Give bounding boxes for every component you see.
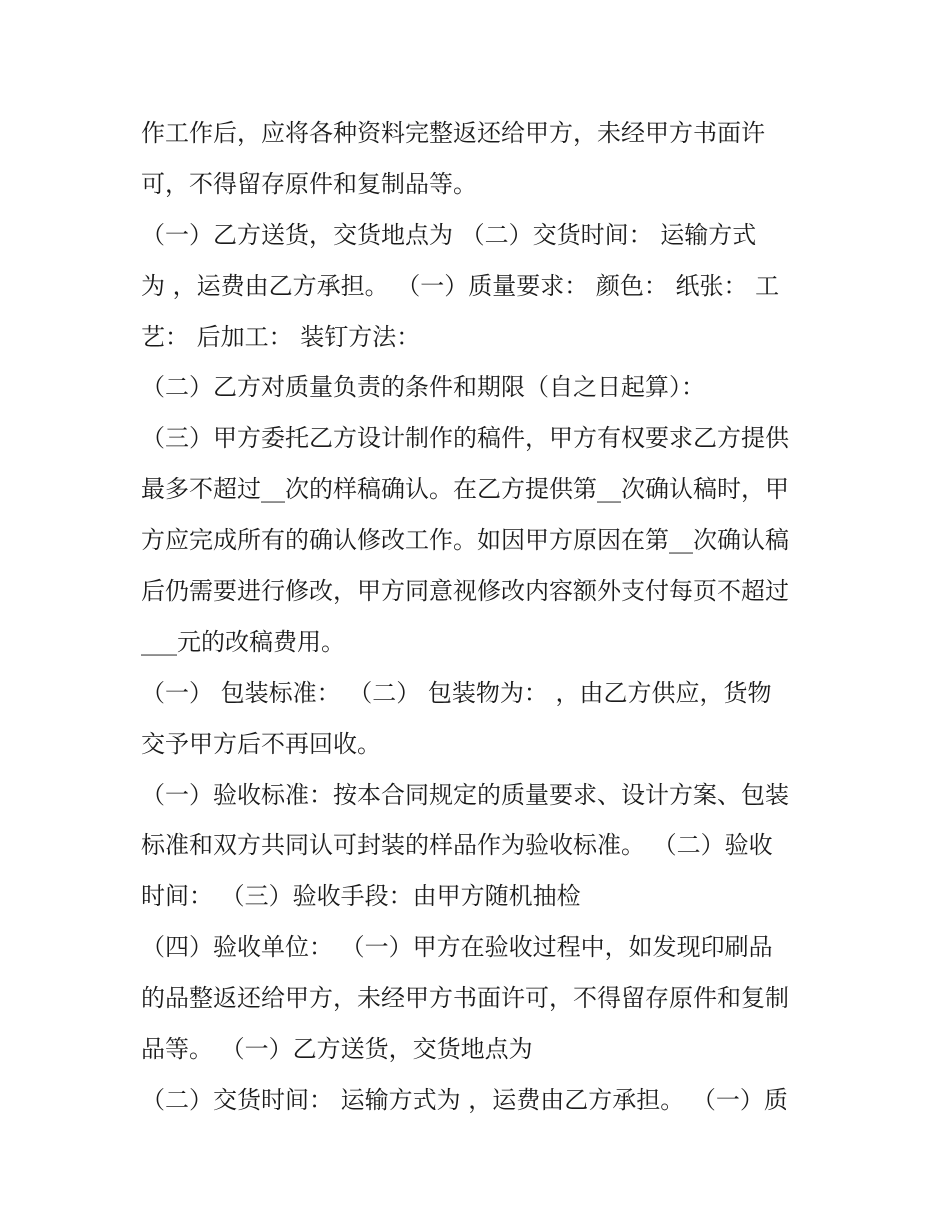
text-line: （一） 包装标准： （二） 包装物为： ，由乙方供应，货物 xyxy=(141,678,772,707)
text-line: 后仍需要进行修改，甲方同意视修改内容额外支付每页不超过 xyxy=(141,577,789,606)
text-line: 品等。 （一）乙方送货，交货地点为 xyxy=(141,1035,533,1064)
text-line: 时间： （三）验收手段：由甲方随机抽检 xyxy=(141,882,581,911)
text-line: 作工作后，应将各种资料完整返还给甲方，未经甲方书面许 xyxy=(141,119,765,147)
text-line: 标准和双方共同认可封装的样品作为验收标准。 （二）验收 xyxy=(141,831,773,860)
text-line: （一）验收标准：按本合同规定的质量要求、设计方案、包装 xyxy=(141,780,789,809)
text-line: 的品整返还给甲方，未经甲方书面许可，不得留存原件和复制 xyxy=(141,984,789,1013)
text-line: 方应完成所有的确认修改工作。如因甲方原因在第__次确认稿 xyxy=(141,526,789,555)
text-line: 可，不得留存原件和复制品等。 xyxy=(141,169,477,198)
text-line: 艺： 后加工： 装钉方法： xyxy=(141,322,421,351)
text-line: 为 ，运费由乙方承担。 （一）质量要求： 颜色： 纸张： 工 xyxy=(141,271,780,300)
text-line: ___元的改稿费用。 xyxy=(141,627,345,656)
text-line: （一）乙方送货，交货地点为 （二）交货时间： 运输方式 xyxy=(141,220,757,249)
text-line: （二）乙方对质量负责的条件和期限（自之日起算）： xyxy=(141,373,705,402)
text-line: 交予甲方后不再回收。 xyxy=(141,729,381,758)
text-line: 最多不超过__次的样稿确认。在乙方提供第__次确认稿时，甲 xyxy=(141,475,789,504)
text-line: （三）甲方委托乙方设计制作的稿件，甲方有权要求乙方提供 xyxy=(141,424,789,453)
text-line: （二）交货时间： 运输方式为 ，运费由乙方承担。 （一）质 xyxy=(141,1085,788,1114)
text-line: （四）验收单位： （一）甲方在验收过程中，如发现印刷品 xyxy=(141,933,773,962)
document-body xyxy=(141,108,821,1126)
